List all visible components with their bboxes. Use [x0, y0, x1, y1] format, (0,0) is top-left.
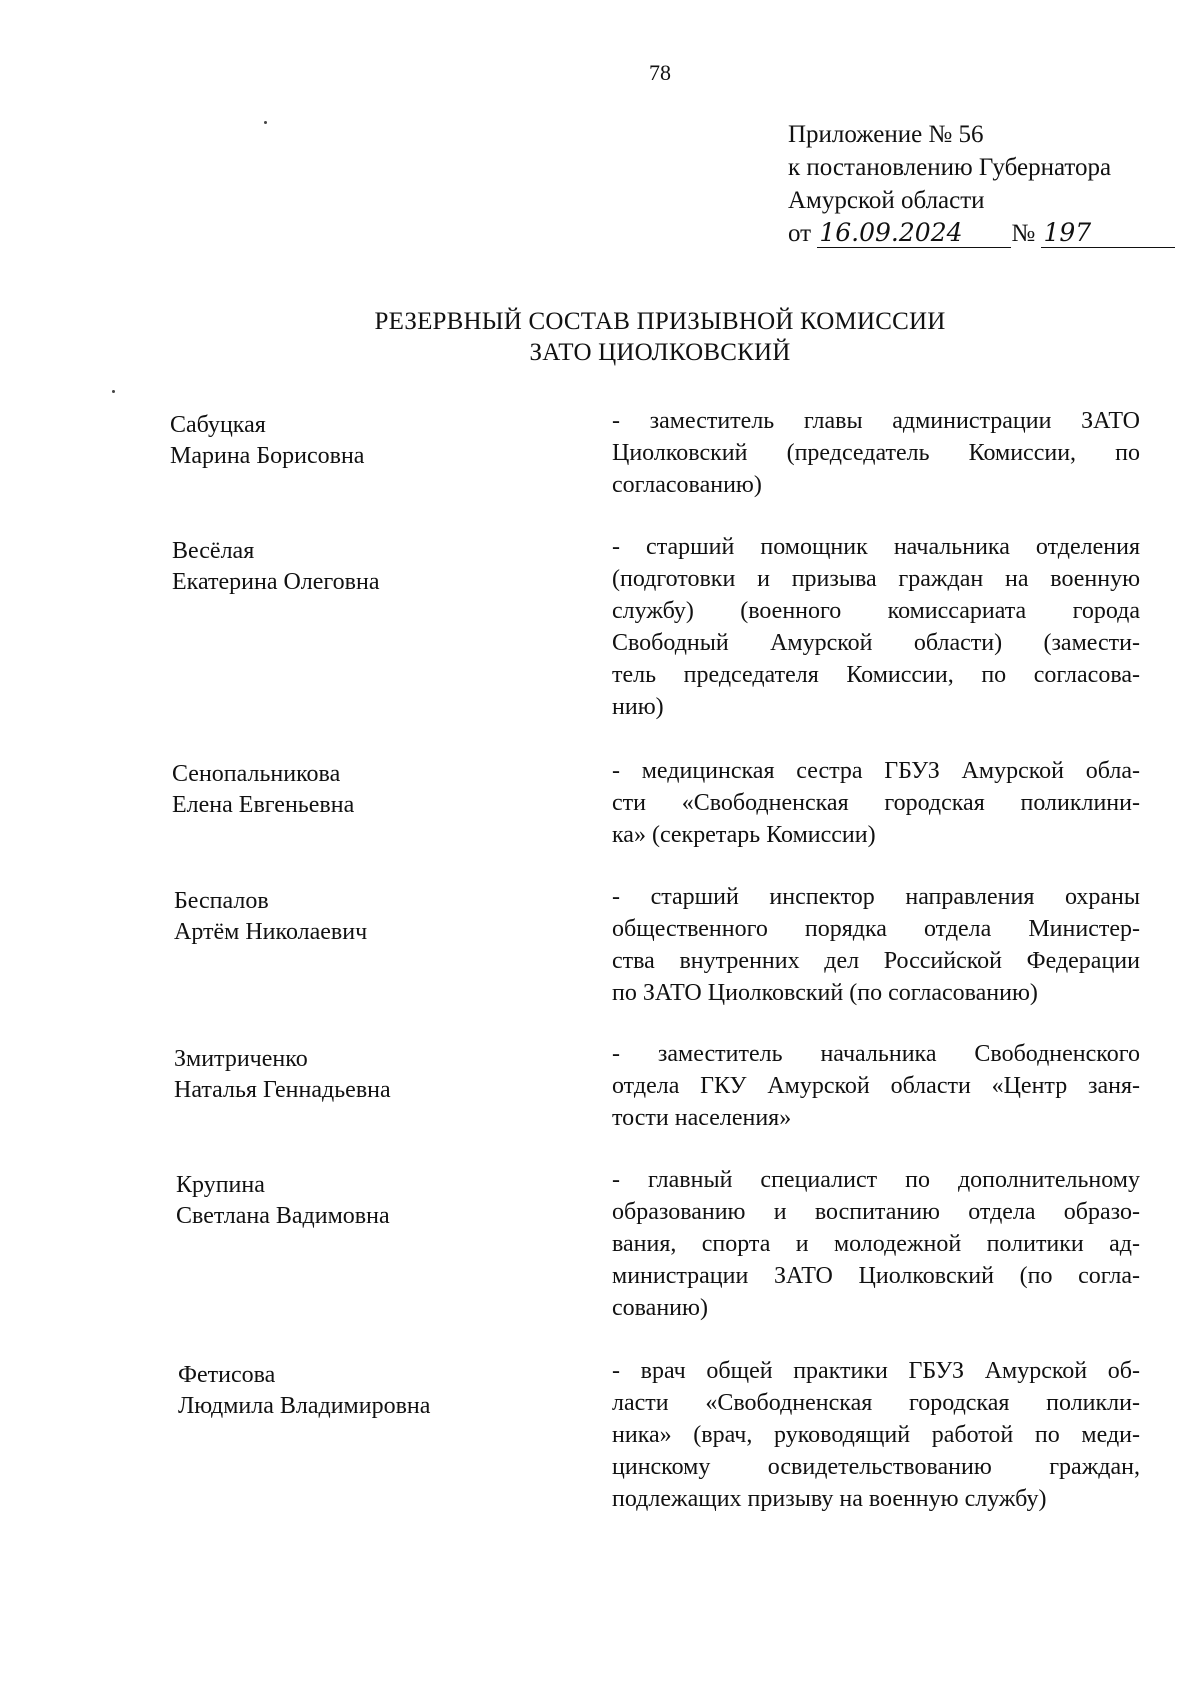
- handwritten-date: 16.09.2024: [817, 219, 1011, 248]
- annex-number: Приложение № 56: [788, 121, 984, 148]
- annex-decree-line: к постановлению Губернатора: [788, 154, 1112, 181]
- role-line: образованию и воспитанию отдела образо-: [612, 1199, 1140, 1225]
- scan-speck: [264, 121, 267, 124]
- member-role: [612, 1038, 1140, 1134]
- member-surname: Крупина: [176, 1172, 265, 1198]
- title-line-2: ЗАТО ЦИОЛКОВСКИЙ: [529, 339, 791, 366]
- member-role: [612, 405, 1140, 501]
- annex-date-line: [788, 217, 1175, 250]
- member-given-name: Елена Евгеньевна: [172, 792, 355, 818]
- member-surname: Весёлая: [172, 538, 255, 564]
- role-line: Циолковский (председатель Комиссии, по: [612, 440, 1140, 466]
- member-given-name: Екатерина Олеговна: [172, 569, 380, 595]
- date-prefix: от: [788, 220, 812, 247]
- member-surname: Змитриченко: [174, 1046, 308, 1072]
- member-role: [612, 531, 1140, 723]
- role-line: тости населения»: [612, 1105, 792, 1131]
- role-line: - заместитель главы администрации ЗАТО: [612, 408, 1140, 434]
- member-surname: Фетисова: [178, 1362, 276, 1388]
- role-line: министрации ЗАТО Циолковский (по согла-: [612, 1263, 1140, 1289]
- member-surname: Беспалов: [174, 888, 269, 914]
- member-given-name: Артём Николаевич: [174, 919, 368, 945]
- role-line: цинскому освидетельствованию граждан,: [612, 1454, 1140, 1480]
- role-line: ника» (врач, руководящий работой по меди-: [612, 1422, 1140, 1448]
- member-role: [612, 1164, 1140, 1324]
- role-line: отдела ГКУ Амурской области «Центр заня-: [612, 1073, 1140, 1099]
- role-line: - медицинская сестра ГБУЗ Амурской обла-: [612, 758, 1140, 784]
- role-line: сованию): [612, 1295, 708, 1321]
- member-role: [612, 1355, 1140, 1515]
- document-title: [0, 306, 1200, 368]
- member-role: [612, 755, 1140, 851]
- role-line: - главный специалист по дополнительному: [612, 1167, 1140, 1193]
- role-line: подлежащих призыву на военную службу): [612, 1486, 1047, 1512]
- role-line: вания, спорта и молодежной политики ад-: [612, 1231, 1140, 1257]
- role-line: по ЗАТО Циолковский (по согласованию): [612, 980, 1038, 1006]
- role-line: ласти «Свободненская городская поликли-: [612, 1390, 1140, 1416]
- handwritten-number: 197: [1041, 219, 1175, 248]
- member-surname: Сенопальникова: [172, 761, 341, 787]
- role-line: - старший инспектор направления охраны: [612, 884, 1140, 910]
- member-name: [170, 410, 364, 472]
- role-line: ка» (секретарь Комиссии): [612, 822, 876, 848]
- role-line: службу) (военного комиссариата города: [612, 598, 1140, 624]
- page-number: 78: [649, 60, 671, 85]
- member-name: [172, 536, 380, 598]
- annex-region-line: Амурской области: [788, 187, 985, 214]
- member-name: [172, 759, 354, 821]
- member-name: [178, 1360, 430, 1422]
- role-line: нию): [612, 694, 664, 720]
- member-surname: Сабуцкая: [170, 412, 266, 438]
- member-name: [174, 1044, 391, 1106]
- role-line: общественного порядка отдела Министер-: [612, 916, 1140, 942]
- role-line: тель председателя Комиссии, по согласова-: [612, 662, 1140, 688]
- member-given-name: Марина Борисовна: [170, 443, 365, 469]
- member-given-name: Светлана Вадимовна: [176, 1203, 390, 1229]
- role-line: сти «Свободненская городская поликлини-: [612, 790, 1140, 816]
- role-line: (подготовки и призыва граждан на военную: [612, 566, 1140, 592]
- number-prefix: №: [1011, 220, 1036, 247]
- member-role: [612, 881, 1140, 1009]
- role-line: согласованию): [612, 472, 762, 498]
- member-given-name: Людмила Владимировна: [178, 1393, 431, 1419]
- role-line: - старший помощник начальника отделения: [612, 534, 1140, 560]
- title-line-1: РЕЗЕРВНЫЙ СОСТАВ ПРИЗЫВНОЙ КОМИССИИ: [374, 308, 946, 335]
- role-line: ства внутренних дел Российской Федерации: [612, 948, 1140, 974]
- member-name: [176, 1170, 390, 1232]
- role-line: Свободный Амурской области) (замести-: [612, 630, 1140, 656]
- annex-block: [788, 118, 1175, 250]
- member-name: [174, 886, 367, 948]
- role-line: - заместитель начальника Свободненского: [612, 1041, 1140, 1067]
- role-line: - врач общей практики ГБУЗ Амурской об-: [612, 1358, 1140, 1384]
- member-given-name: Наталья Геннадьевна: [174, 1077, 391, 1103]
- scan-speck: [112, 390, 115, 393]
